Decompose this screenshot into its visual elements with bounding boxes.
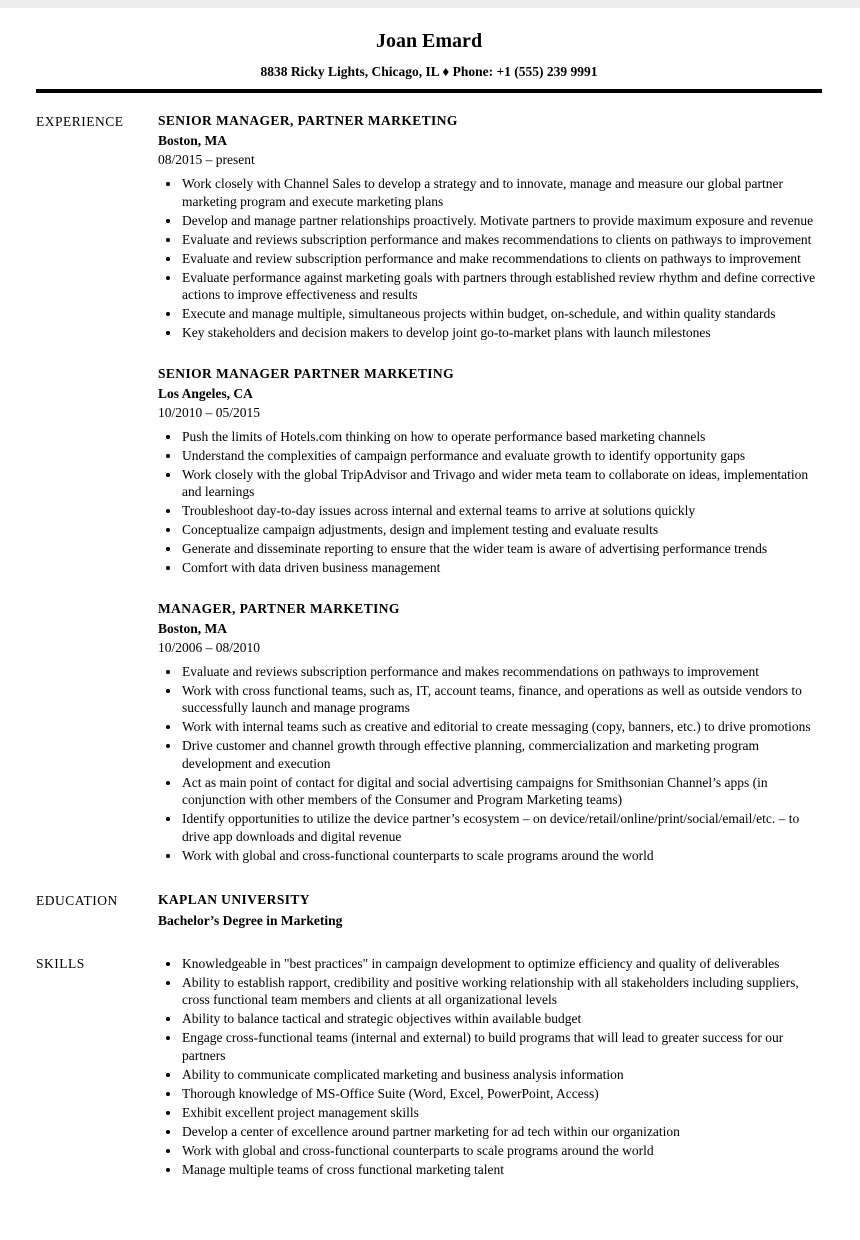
job-entry	[158, 113, 822, 342]
bullet-item: • Thorough knowledge of MS-Office Suite (Word, Excel, PowerPoint, Access)	[181, 1085, 822, 1103]
job-location: Boston, MA	[158, 133, 228, 148]
contact-line: 8838 Ricky Lights, Chicago, IL ♦ Phone: +1 (555) 239 9991	[260, 64, 598, 79]
bullet-item: • Exhibit excellent project management skills	[181, 1104, 822, 1122]
degree-name: Bachelor’s Degree in Marketing	[158, 912, 343, 928]
job-location: Los Angeles, CA	[158, 385, 253, 401]
bullet-list	[158, 428, 822, 577]
job-entry	[158, 601, 822, 865]
bullet-item: • Work closely with Channel Sales to develop a strategy and to innovate, manage and measure our global partner marketing program and execute marketing plans	[181, 175, 822, 210]
school-name: KAPLAN UNIVERSITY	[158, 891, 310, 907]
bullet-item: • Work with internal teams such as creative and editorial to create messaging (copy, banners, etc.) to drive promotions	[181, 718, 822, 736]
bullet-item: • Evaluate and review subscription performance and make recommendations to clients on pathways to improvement	[181, 250, 822, 268]
job-dates: 10/2006 – 08/2010	[158, 639, 261, 655]
resume-page	[0, 8, 860, 1240]
bullet-item: • Execute and manage multiple, simultaneous projects within budget, on-schedule, and within quality standards	[181, 305, 822, 323]
bullet-item: • Develop and manage partner relationships proactively. Motivate partners to provide maximum exposure and revenue	[181, 212, 822, 230]
bullet-item: • Knowledgeable in "best practices" in campaign development to optimize efficiency and quality of deliverables	[181, 955, 822, 973]
bullet-item: • Conceptualize campaign adjustments, design and implement testing and evaluate results	[181, 521, 822, 539]
section-label-education: EDUCATION	[36, 892, 118, 908]
bullet-item: • Drive customer and channel growth through effective planning, commercialization and marketing program development and execution	[181, 737, 822, 772]
job-title: SENIOR MANAGER, PARTNER MARKETING	[158, 113, 458, 128]
job-dates: 10/2010 – 05/2015	[158, 404, 261, 420]
bullet-item: • Evaluate performance against marketing goals with partners through established review rhythm and define corrective actions to improve effectiveness and results	[181, 269, 822, 304]
bullet-item: • Key stakeholders and decision makers to develop joint go-to-market plans with launch milestones	[181, 324, 822, 342]
bullet-item: • Generate and disseminate reporting to ensure that the wider team is aware of advertising performance trends	[181, 540, 822, 558]
section-education	[36, 892, 822, 929]
bullet-item: • Understand the complexities of campaign performance and evaluate growth to identify opportunity gaps	[181, 447, 822, 465]
bullet-item: • Comfort with data driven business management	[181, 559, 822, 577]
bullet-item: • Push the limits of Hotels.com thinking on how to operate performance based marketing channels	[181, 428, 822, 446]
section-label-skills: SKILLS	[36, 955, 85, 971]
resume-header	[36, 30, 822, 80]
skills-list	[158, 955, 822, 1179]
bullet-item: • Work closely with the global TripAdvisor and Trivago and wider meta team to collaborate on ideas, implementation and learnings	[181, 466, 822, 501]
bullet-item: • Work with global and cross-functional counterparts to scale programs around the world	[181, 1142, 822, 1160]
header-divider	[36, 89, 822, 93]
bullet-item: • Manage multiple teams of cross functional marketing talent	[181, 1161, 822, 1179]
job-title: MANAGER, PARTNER MARKETING	[158, 600, 400, 616]
bullet-item: • Develop a center of excellence around partner marketing for ad tech within our organization	[181, 1123, 822, 1141]
job-title: SENIOR MANAGER PARTNER MARKETING	[158, 365, 454, 381]
bullet-item: • Engage cross-functional teams (internal and external) to build programs that will lead to greater success for our partners	[181, 1029, 822, 1064]
bullet-item: • Ability to balance tactical and strategic objectives within available budget	[181, 1010, 822, 1028]
section-experience	[36, 113, 822, 866]
bullet-list	[158, 175, 822, 342]
bullet-item: • Troubleshoot day-to-day issues across internal and external teams to arrive at solutions quickly	[181, 502, 822, 520]
bullet-item: • Work with cross functional teams, such as, IT, account teams, finance, and operations as well as outside vendors to successfully launch and manage programs	[181, 682, 822, 717]
section-skills	[36, 955, 822, 1180]
bullet-item: • Act as main point of contact for digital and social advertising campaigns for Smithsonian Channel’s apps (in conjunction with other members of the Consumer and Program Marketing teams)	[181, 774, 822, 809]
skills-content	[158, 955, 822, 1180]
section-label-experience: EXPERIENCE	[36, 114, 124, 129]
job-dates: 08/2015 – present	[158, 152, 255, 167]
bullet-item: • Work with global and cross-functional counterparts to scale programs around the world	[181, 847, 822, 865]
bullet-list	[158, 663, 822, 865]
bullet-item: • Evaluate and reviews subscription performance and makes recommendations to clients on pathways to improvement	[181, 231, 822, 249]
job-entry	[158, 366, 822, 577]
bullet-item: • Ability to communicate complicated marketing and business analysis information	[181, 1066, 822, 1084]
job-location: Boston, MA	[158, 620, 228, 636]
bullet-item: • Ability to establish rapport, credibility and positive working relationship with all stakeholders including suppliers, cross functional team members and clients at all organizational levels	[181, 974, 822, 1009]
bullet-item: • Identify opportunities to utilize the device partner’s ecosystem – on device/retail/online/print/social/email/etc. – to drive app downloads and digital revenue	[181, 810, 822, 845]
education-content	[158, 892, 822, 929]
bullet-item: • Evaluate and reviews subscription performance and makes recommendations on pathways to improvement	[181, 663, 822, 681]
candidate-name: Joan Emard	[375, 30, 483, 52]
experience-content	[158, 113, 822, 866]
